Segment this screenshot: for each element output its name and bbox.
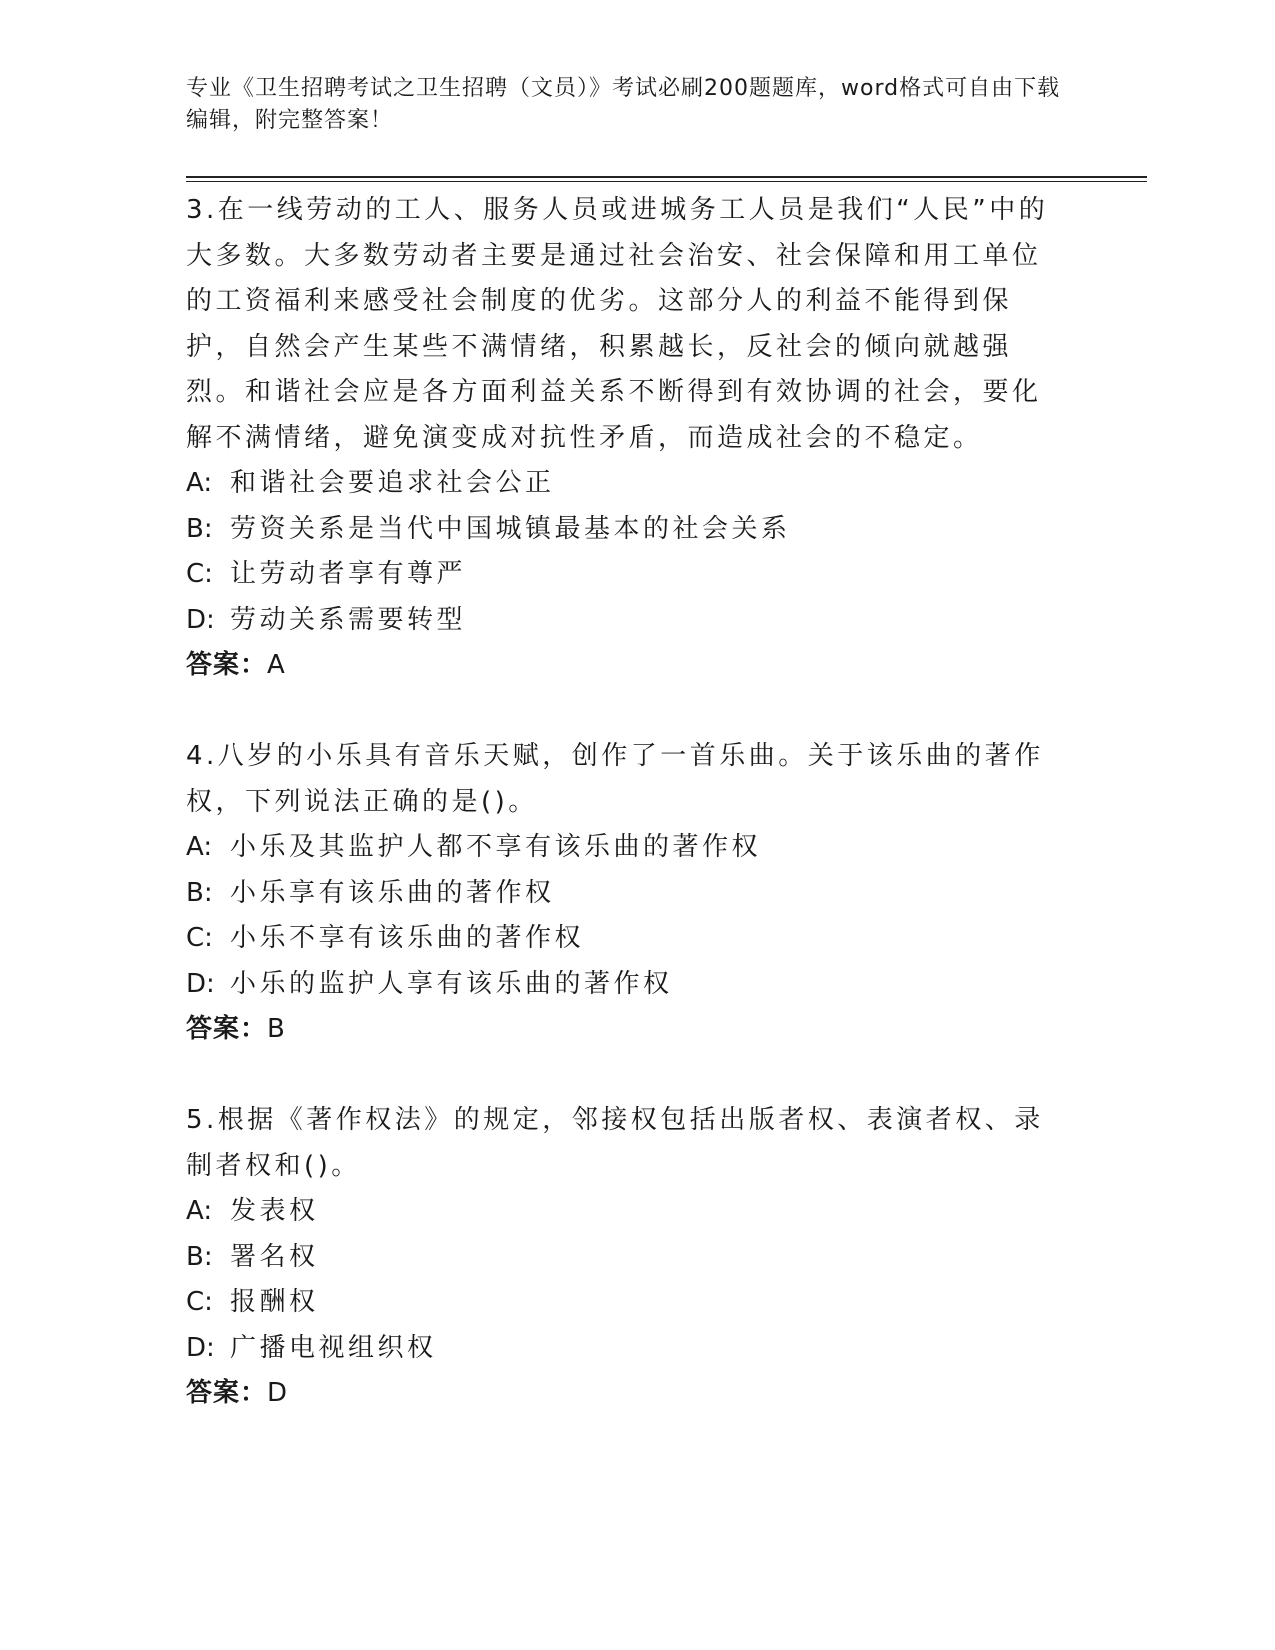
answer-line — [186, 643, 1066, 689]
option-text: 劳动关系需要转型 — [230, 604, 467, 635]
option-letter: C: — [186, 559, 213, 589]
question-3 — [186, 188, 1066, 689]
option-text: 小乐不享有该乐曲的著作权 — [230, 923, 585, 953]
option-c — [186, 1280, 1066, 1326]
option-letter: B: — [186, 877, 213, 908]
option-text: 广播电视组织权 — [230, 1332, 437, 1363]
option-a — [186, 825, 1066, 871]
answer-line — [186, 1371, 1066, 1417]
option-letter: A: — [186, 468, 213, 498]
question-list — [186, 188, 1066, 1417]
option-text: 小乐及其监护人都不享有该乐曲的著作权 — [230, 832, 762, 862]
option-d — [186, 598, 1066, 644]
option-letter: A: — [186, 832, 213, 862]
question-text: 5.根据《著作权法》的规定，邻接权包括出版者权、表演者权、录制者权和()。 — [186, 1105, 1044, 1181]
option-d — [186, 1326, 1066, 1372]
option-b — [186, 507, 1066, 553]
question-text: 3.在一线劳动的工人、服务人员或进城务工人员是我们“人民”中的大多数。大多数劳动者主要是通过社会治安、社会保障和用工单位的工资福利来感受社会制度的优劣。这部分人的利益不能得到保护，自然会产生某些不满情绪，积累越长，反社会的倾向就越强烈。和谐社会应是各方面利益关系不断得到有效协调的社会，要化解不满情绪，避免演变成对抗性矛盾，而造成社会的不稳定。 — [186, 195, 1049, 453]
question-5 — [186, 1098, 1066, 1417]
option-d — [186, 962, 1066, 1008]
option-letter: B: — [186, 513, 213, 544]
answer-value: B — [267, 1014, 286, 1044]
option-letter: C: — [186, 1287, 213, 1317]
option-letter: D: — [186, 968, 215, 999]
option-text: 报酬权 — [230, 1287, 319, 1317]
option-letter: A: — [186, 1196, 213, 1226]
option-a — [186, 1189, 1066, 1235]
spacer — [186, 689, 1066, 735]
option-text: 发表权 — [230, 1196, 319, 1226]
header-divider — [186, 176, 1147, 182]
option-b — [186, 871, 1066, 917]
answer-label: 答案： — [186, 1378, 268, 1408]
option-letter: D: — [186, 604, 215, 635]
option-letter: D: — [186, 1332, 215, 1363]
option-c — [186, 552, 1066, 598]
option-a — [186, 461, 1066, 507]
option-letter: C: — [186, 923, 213, 953]
question-4 — [186, 734, 1066, 1053]
option-text: 让劳动者享有尊严 — [230, 559, 467, 589]
spacer — [186, 1053, 1066, 1099]
option-text: 和谐社会要追求社会公正 — [230, 468, 555, 498]
answer-line — [186, 1007, 1066, 1053]
option-text: 署名权 — [230, 1241, 319, 1272]
answer-label: 答案： — [186, 650, 268, 680]
document-header: 专业《卫生招聘考试之卫生招聘（文员）》考试必刷200题题库，word格式可自由下载编辑，附完整答案！ — [186, 76, 1061, 133]
answer-value: D — [267, 1378, 289, 1408]
answer-value: A — [267, 650, 286, 680]
option-b — [186, 1235, 1066, 1281]
option-text: 劳资关系是当代中国城镇最基本的社会关系 — [230, 513, 791, 544]
option-text: 小乐的监护人享有该乐曲的著作权 — [230, 968, 673, 999]
question-text: 4.八岁的小乐具有音乐天赋，创作了一首乐曲。关于该乐曲的著作权，下列说法正确的是()。 — [186, 741, 1044, 817]
option-text: 小乐享有该乐曲的著作权 — [230, 877, 555, 908]
answer-label: 答案： — [186, 1014, 268, 1044]
option-letter: B: — [186, 1241, 213, 1272]
option-c — [186, 916, 1066, 962]
